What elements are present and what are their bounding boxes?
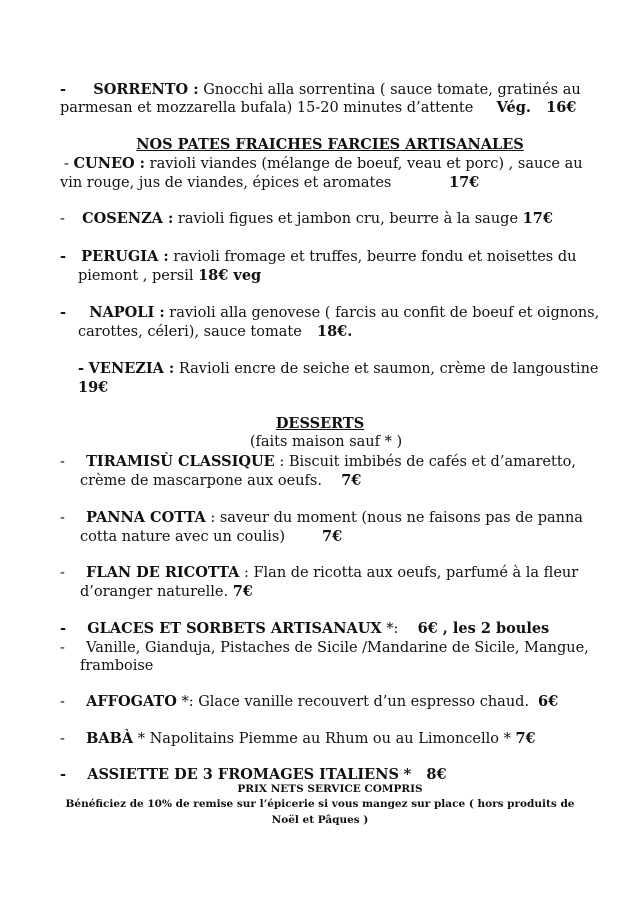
bullet: - — [60, 304, 67, 321]
item-name: NAPOLI : — [89, 304, 165, 321]
bullet: - — [60, 248, 67, 265]
item-price: 7€ — [232, 583, 253, 600]
menu-item-baba — [60, 729, 536, 749]
item-description: ravioli fromage et truffes, beurre fondu et noisettes du — [173, 249, 577, 265]
item-description: Gnocchi alla sorrentina ( sauce tomate, gratinés au — [203, 82, 581, 98]
item-price: 7€ — [322, 528, 343, 545]
menu-item-cuneo-line2 — [60, 173, 391, 193]
item-price: 18€. — [317, 323, 353, 340]
item-description: * — [403, 766, 412, 783]
menu-item-affogato-price — [538, 692, 558, 712]
menu-item-napoli-price — [317, 322, 352, 342]
bullet: - — [60, 620, 67, 637]
item-name: TIRAMISÙ CLASSIQUE — [86, 453, 275, 470]
menu-item-tiramisu — [60, 452, 576, 472]
item-tag: Vég. — [496, 99, 531, 116]
section-title-farcies — [0, 135, 640, 155]
item-description: Ravioli encre de seiche et saumon, crème de langoustine — [178, 361, 599, 377]
menu-item-perugia-line2 — [78, 266, 261, 286]
item-description: : Flan de ricotta aux oeufs, parfumé à la fleur — [243, 565, 579, 581]
menu-item-venezia — [78, 359, 599, 379]
section-title-text: NOS PATES FRAICHES FARCIES ARTISANALES — [136, 136, 524, 153]
item-description: carottes, céleri), sauce tomate — [78, 324, 302, 340]
item-name: COSENZA : — [82, 210, 174, 227]
item-description: Vanille, Gianduja, Pistaches de Sicile /Mandarine de Sicile, Mangue, — [86, 640, 589, 656]
item-price: 8€ — [426, 766, 447, 783]
menu-item-glaces-flavours — [60, 638, 589, 658]
item-name: PERUGIA : — [81, 248, 169, 265]
item-price: 6€ , les 2 boules — [417, 620, 550, 637]
footer-remise-line2: Noël et Pâques ) — [271, 814, 369, 826]
item-price: 17€ — [449, 174, 480, 191]
item-price: 18€ veg — [198, 267, 262, 284]
item-description: ravioli figues et jambon cru, beurre à la sauge — [177, 211, 519, 227]
footer-prix-nets: PRIX NETS SERVICE COMPRIS — [237, 783, 423, 795]
item-description: piemont , persil — [78, 268, 194, 284]
bullet: - — [60, 510, 65, 526]
bullet: - — [60, 694, 65, 710]
item-description: : Biscuit imbibés de cafés et d’amaretto, — [279, 454, 576, 470]
bullet: - — [64, 156, 69, 172]
bullet: - — [60, 454, 65, 470]
menu-item-panna-cotta — [60, 508, 583, 528]
item-name: ASSIETTE DE 3 FROMAGES ITALIENS — [87, 766, 399, 783]
bullet: - — [60, 640, 65, 656]
item-price: 7€ — [515, 730, 536, 747]
bullet: - — [60, 766, 67, 783]
item-name: CUNEO : — [73, 155, 146, 172]
menu-item-panna-cotta-line2 — [80, 527, 285, 547]
item-description: vin rouge, jus de viandes, épices et aromates — [60, 175, 392, 191]
item-name: AFFOGATO — [86, 693, 177, 710]
menu-item-tiramisu-line2 — [80, 471, 361, 491]
footer-remise-line1: Bénéficiez de 10% de remise sur l’épicerie si vous mangez sur place ( hors produits de — [65, 798, 575, 810]
item-description: * Napolitains Piemme au Rhum ou au Limoncello * — [137, 731, 511, 747]
item-description: cotta nature avec un coulis) — [80, 529, 286, 545]
item-description: *: — [386, 621, 399, 637]
item-name: GLACES ET SORBETS ARTISANAUX — [87, 620, 382, 637]
menu-item-cuneo — [64, 154, 583, 174]
menu-item-perugia — [60, 247, 576, 267]
menu-item-panna-cotta-price — [322, 527, 342, 547]
menu-item-glaces — [60, 619, 549, 639]
bullet: - — [60, 211, 65, 227]
item-price: 19€ — [78, 379, 109, 396]
menu-item-flan-ricotta — [60, 563, 578, 583]
item-name: BABÀ — [86, 730, 134, 747]
item-description: : saveur du moment (nous ne faisons pas de panna — [210, 510, 583, 526]
bullet: - — [60, 565, 65, 581]
bullet: - — [60, 81, 67, 98]
item-price: 6€ — [538, 693, 559, 710]
menu-item-napoli-line2 — [78, 322, 302, 342]
item-description: ravioli alla genovese ( farcis au confit de boeuf et oignons, — [169, 305, 600, 321]
item-price: 17€ — [522, 210, 553, 227]
item-description: framboise — [80, 658, 154, 674]
menu-item-napoli — [60, 303, 599, 323]
menu-item-glaces-flavours-line2 — [80, 656, 153, 676]
item-description: ravioli viandes (mélange de boeuf, veau et porc) , sauce au — [149, 156, 583, 172]
section-subtitle-text: (faits maison sauf * ) — [249, 434, 403, 450]
section-title-desserts — [0, 414, 640, 434]
menu-item-affogato — [60, 692, 529, 712]
item-name: FLAN DE RICOTTA — [86, 564, 240, 581]
menu-item-venezia-line2 — [78, 378, 108, 398]
menu-item-sorrento-line2 — [60, 98, 576, 118]
menu-item-cuneo-price — [449, 173, 479, 193]
item-name: VENEZIA : — [88, 360, 175, 377]
section-subtitle-desserts — [0, 432, 640, 452]
item-price: 7€ — [341, 472, 362, 489]
item-description: parmesan et mozzarella bufala) 15-20 minutes d’attente — [60, 100, 474, 116]
item-name: PANNA COTTA — [86, 509, 206, 526]
menu-item-cosenza — [60, 209, 553, 229]
menu-item-flan-ricotta-line2 — [80, 582, 253, 602]
item-description: d’oranger naturelle. — [80, 584, 229, 600]
item-name: SORRENTO : — [93, 81, 199, 98]
item-description: crème de mascarpone aux oeufs. — [80, 473, 322, 489]
menu-item-sorrento — [60, 80, 581, 100]
item-description: *: Glace vanille recouvert d’un espresso chaud. — [181, 694, 530, 710]
item-price: 16€ — [546, 99, 577, 116]
bullet: - — [60, 731, 65, 747]
bullet: - — [78, 360, 85, 377]
section-title-text: DESSERTS — [275, 415, 365, 432]
